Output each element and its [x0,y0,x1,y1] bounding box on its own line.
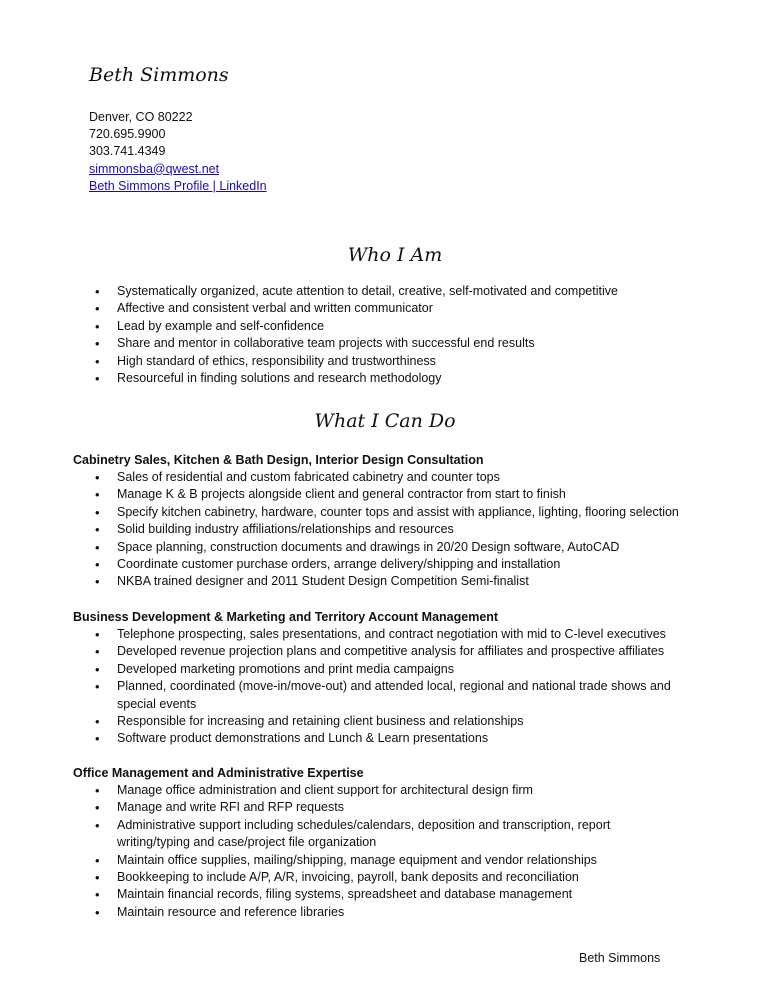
list-item: • Sales of residential and custom fabricated cabinetry and counter tops [73,469,713,486]
list-item: • Resourceful in finding solutions and research methodology [73,370,713,387]
email-link[interactable]: simmonsba@qwest.net [89,161,220,176]
list-item: • Software product demonstrations and Lunch & Learn presentations [73,730,713,747]
phone-primary: 720.695.9900 [89,127,166,142]
list-item: • Administrative support including schedules/calendars, deposition and transcription, report writing/typing and case/project file organization [73,817,673,852]
section-list-cabinetry [73,469,713,591]
list-item: • Manage and write RFI and RFP requests [73,799,673,816]
what-i-can-do-heading: What I Can Do [314,410,456,432]
list-item: • Space planning, construction documents and drawings in 20/20 Design software, AutoCAD [73,539,713,556]
location-text: Denver, CO 80222 [89,110,193,124]
list-item: • Bookkeeping to include A/P, A/R, invoicing, payroll, bank deposits and reconciliation [73,869,673,886]
section-title-office-management: Office Management and Administrative Expertise [73,766,364,780]
linkedin-link[interactable]: Beth Simmons Profile | LinkedIn [89,178,267,193]
who-i-am-heading: Who I Am [347,244,443,266]
contact-block [89,109,267,195]
list-item: • Planned, coordinated (move-in/move-out) and attended local, regional and national trade shows and special events [73,678,713,713]
list-item: • Specify kitchen cabinetry, hardware, counter tops and assist with appliance, lighting, flooring selection [73,504,713,521]
list-item: • Manage office administration and client support for architectural design firm [73,782,673,799]
list-item: • Maintain financial records, filing systems, spreadsheet and database management [73,886,673,903]
page-footer-name: Beth Simmons [579,951,661,965]
list-item: • Lead by example and self-confidence [73,318,713,335]
list-item: • Affective and consistent verbal and written communicator [73,300,713,317]
section-list-office-management [73,782,673,921]
list-item: • Maintain resource and reference libraries [73,904,673,921]
list-item: • High standard of ethics, responsibility and trustworthiness [73,353,713,370]
list-item: • Coordinate customer purchase orders, arrange delivery/shipping and installation [73,556,713,573]
list-item: • Developed revenue projection plans and competitive analysis for affiliates and prospective affiliates [73,643,713,660]
phone-secondary: 303.741.4349 [89,144,166,159]
list-item: • Developed marketing promotions and print media campaigns [73,661,713,678]
list-item: • Systematically organized, acute attention to detail, creative, self-motivated and competitive [73,283,713,300]
section-list-business-development [73,626,713,748]
section-title-business-development: Business Development & Marketing and Territory Account Management [73,610,499,624]
list-item: • Maintain office supplies, mailing/shipping, manage equipment and vendor relationships [73,852,673,869]
section-title-cabinetry: Cabinetry Sales, Kitchen & Bath Design, Interior Design Consultation [73,453,484,467]
list-item: • Share and mentor in collaborative team projects with successful end results [73,335,713,352]
list-item: • Responsible for increasing and retaining client business and relationships [73,713,713,730]
candidate-name: Beth Simmons [89,64,229,86]
list-item: • Solid building industry affiliations/relationships and resources [73,521,713,538]
list-item: • NKBA trained designer and 2011 Student Design Competition Semi-finalist [73,573,713,590]
list-item: • Manage K & B projects alongside client and general contractor from start to finish [73,486,713,503]
who-list [73,283,713,387]
list-item: • Telephone prospecting, sales presentations, and contract negotiation with mid to C-level executives [73,626,713,643]
